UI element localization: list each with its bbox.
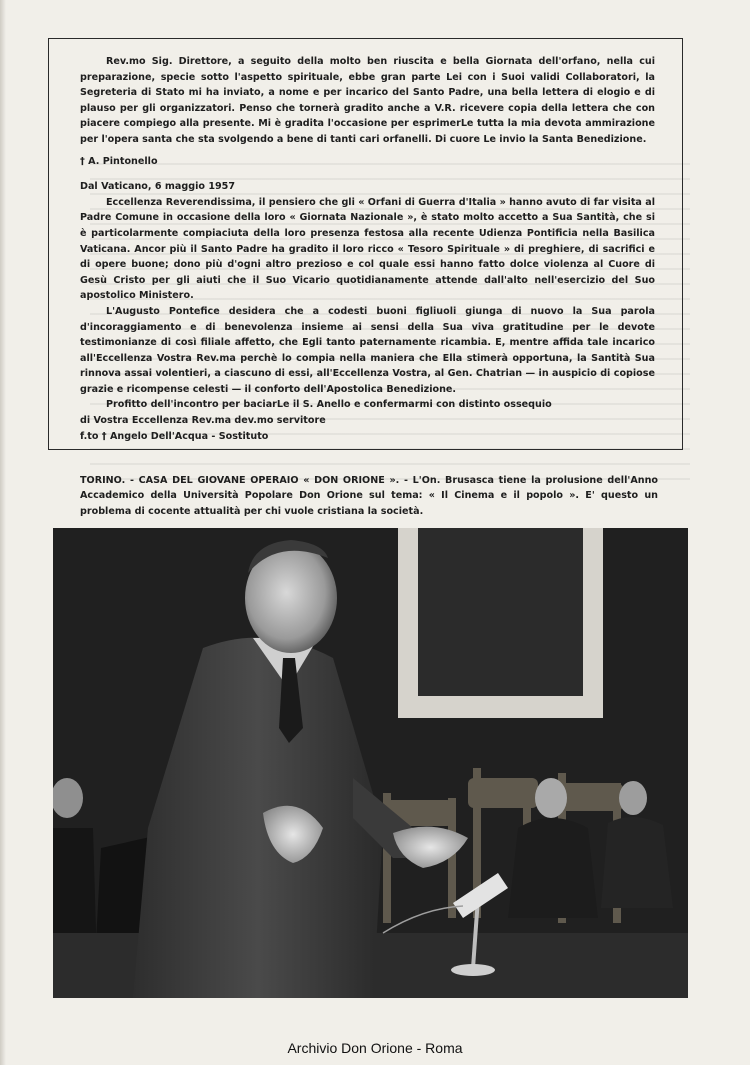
letter2-para1: Eccellenza Reverendissima, il pensiero che gli « Orfani di Guerra d'Italia » hanno avuto di far visita al Padre Comune in occasione della loro « Giornata Nazionale », è stato molto accetto a Sua Santità, che si è particolarmente compiaciuta della loro presenza festosa alla recente Udienza Pontificia nella Basilica Vaticana. Ancor più il Santo Padre ha gradito il loro ricco « Tesoro Spirituale » di preghiere, di sacrifici e di opere buone; dono più d'ogni altro prezioso e col quale essi hanno fatto dolce violenza al Cuore di Gesù Cristo per gli aiuti che il Suo Vicario quotidianamente attende dall'alto nell'esercizio del Suo apostolico Ministero.	[80, 196, 655, 302]
letter1-signature: † A. Pintonello	[80, 155, 158, 167]
photograph	[53, 528, 688, 998]
archive-footer: Archivio Don Orione - Roma	[287, 1040, 463, 1056]
letter2-closing: di Vostra Eccellenza Rev.ma dev.mo servitore	[80, 415, 326, 427]
letter1-body: Rev.mo Sig. Direttore, a seguito della molto ben riuscita e bella Giornata dell'orfano, nella cui preparazione, specie sotto l'aspetto spirituale, ebbe gran parte Lei con i Suoi validi Collaboratori, la Segreteria di Stato mi ha inviato, a nome e per incarico del Santo Padre, una bella lettera di elogio e di plauso per gli organizzatori. Penso che tornerà gradito anche a V.R. ricevere copia della lettera che con piacere compiego alla presente. Mi è gradita l'occasione per esprimerLe tutta la mia devota ammirazione per l'opera santa che sta svolgendo a bene di tanti cari orfanelli. Di cuore Le invio la Santa Benedizione.	[80, 56, 655, 145]
letters-section	[80, 54, 655, 444]
letter2-para3: Profitto dell'incontro per baciarLe il S. Anello e confermarmi con distinto ossequio	[106, 399, 552, 411]
letter2-para2: L'Augusto Pontefice desidera che a codesti buoni figliuoli giunga di nuovo la Sua parola d'incoraggiamento e di benevolenza insieme ai sensi della Sua viva gratitudine per le devote testimonianze di così filiale affetto, che Egli tanto paternamente ricambia. E, mentre affida tale incarico all'Eccellenza Vostra Rev.ma perchè lo compia nella maniera che Ella stimerà opportuna, la Santità Sua rinnova assai volentieri, a ciascuno di essi, all'Eccellenza Vostra, al Gen. Chatrian — in auspicio di copiose grazie e ricompense celesti — il conforto dell'Apostolica Benedizione.	[80, 305, 655, 395]
letter2-signature: f.to † Angelo Dell'Acqua - Sostituto	[80, 430, 269, 442]
photo-illustration	[53, 528, 688, 998]
letter2-dateline: Dal Vaticano, 6 maggio 1957	[80, 181, 236, 193]
page-edge	[0, 0, 6, 1065]
photo-caption: TORINO. - CASA DEL GIOVANE OPERAIO « DON ORIONE ». - L'On. Brusasca tiene la prolusione dell'Anno Accademico della Università Popolare Don Orione sul tema: « Il Cinema e il popolo ». E' questo un problema di cocente attualità per chi vuole cristiana la società.	[80, 474, 658, 517]
